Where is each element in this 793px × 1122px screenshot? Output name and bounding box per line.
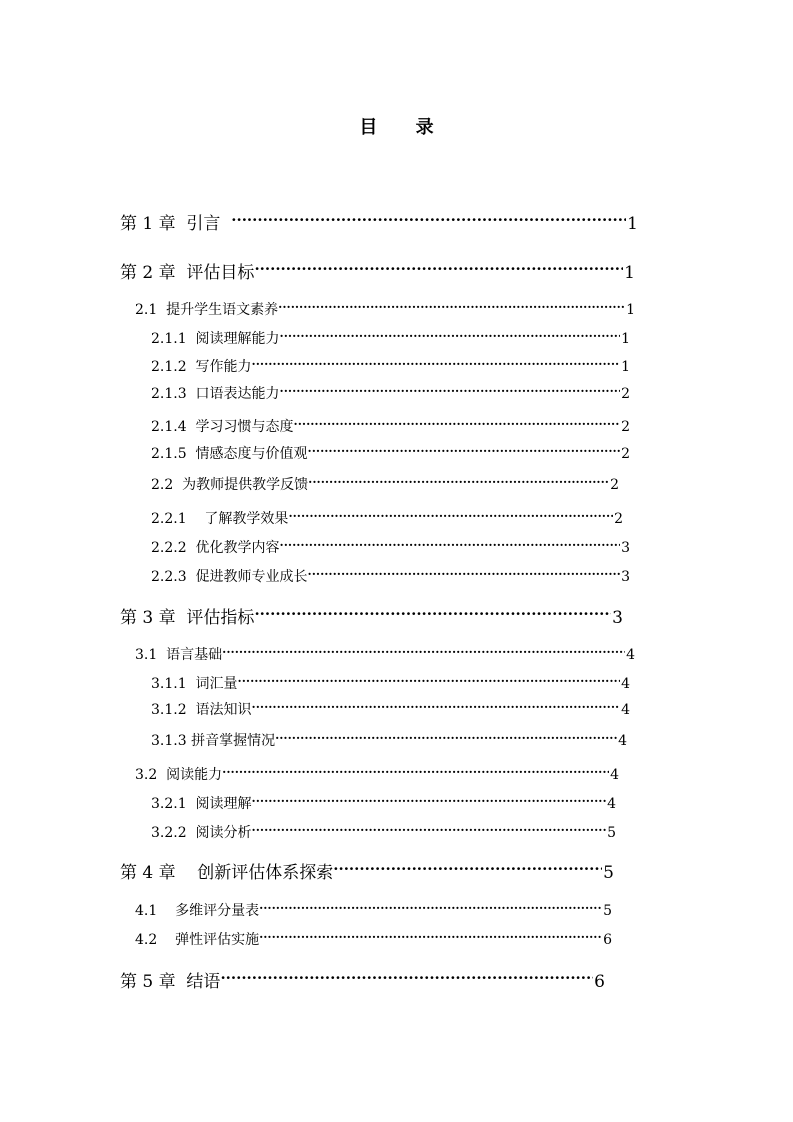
toc-page-number: 2 xyxy=(621,419,630,435)
toc-entry-chapter-5[interactable] xyxy=(120,967,605,992)
toc-page-number: 4 xyxy=(618,733,627,749)
toc-entry-label: 3.1.3 拼音掌握情况 xyxy=(151,733,276,749)
toc-page-number: 1 xyxy=(627,214,638,234)
toc-entry-chapter-2[interactable] xyxy=(120,258,635,283)
toc-page-number: 3 xyxy=(621,540,630,556)
toc-entry-2-1-5[interactable] xyxy=(151,443,630,463)
toc-entry-label: 3.1.2 语法知识 xyxy=(151,702,252,718)
toc-page-number: 4 xyxy=(626,647,635,663)
toc-page-number: 6 xyxy=(594,972,605,992)
toc-dot-leader xyxy=(280,329,621,343)
toc-dot-leader xyxy=(259,930,602,944)
toc-dot-leader xyxy=(259,901,602,915)
toc-entry-label: 3.1.1 词汇量 xyxy=(151,676,238,692)
toc-entry-label: 2.2 为教师提供教学反馈 xyxy=(151,477,309,493)
toc-dot-leader xyxy=(222,765,609,779)
toc-entry-label: 4.2 弹性评估实施 xyxy=(135,932,260,948)
toc-entry-label: 2.1.5 情感态度与价值观 xyxy=(151,446,308,462)
toc-dot-leader xyxy=(278,300,625,314)
toc-entry-4-1[interactable] xyxy=(135,900,612,920)
toc-entry-label: 第 4 章 创新评估体系探索 xyxy=(120,863,334,883)
toc-entry-label: 2.1.3 口语表达能力 xyxy=(151,386,280,402)
toc-entry-label: 2.1.4 学习习惯与态度 xyxy=(151,419,294,435)
toc-dot-leader xyxy=(252,794,607,808)
toc-page-number: 1 xyxy=(621,359,630,375)
toc-page-number: 3 xyxy=(612,608,623,628)
toc-entry-label: 2.2.3 促进教师专业成长 xyxy=(151,569,308,585)
toc-dot-leader xyxy=(308,475,609,489)
toc-entry-2-2-3[interactable] xyxy=(151,566,630,586)
toc-entry-2-2-1[interactable] xyxy=(151,508,623,528)
toc-page-number: 5 xyxy=(603,863,614,883)
toc-entry-label: 3.2 阅读能力 xyxy=(135,767,223,783)
toc-page-number: 1 xyxy=(626,302,635,318)
toc-page-number: 2 xyxy=(614,511,623,527)
toc-dot-leader xyxy=(231,212,626,229)
toc-entry-3-1-1[interactable] xyxy=(151,673,630,693)
toc-entry-chapter-4[interactable] xyxy=(120,858,614,883)
toc-entry-label: 2.1 提升学生语文素养 xyxy=(135,302,279,318)
toc-entry-3-2-1[interactable] xyxy=(151,793,616,813)
toc-entry-3-2[interactable] xyxy=(135,764,619,784)
toc-entry-label: 2.2.1 了解教学效果 xyxy=(151,511,289,527)
toc-page-number: 2 xyxy=(621,386,630,402)
toc-entry-2-1-2[interactable] xyxy=(151,356,630,376)
toc-entry-2-1-1[interactable] xyxy=(151,328,630,348)
toc-entry-label: 第 5 章 结语 xyxy=(120,972,221,992)
toc-entry-4-2[interactable] xyxy=(135,929,612,949)
toc-title: 目 录 xyxy=(359,117,450,138)
toc-dot-leader xyxy=(222,645,625,659)
toc-entry-3-1-3[interactable] xyxy=(151,730,627,750)
toc-entry-label: 第 1 章 引言 xyxy=(120,214,232,234)
toc-page-number: 1 xyxy=(624,263,635,283)
toc-entry-label: 4.1 多维评分量表 xyxy=(135,903,260,919)
toc-dot-leader xyxy=(220,970,593,987)
toc-entry-2-1-3[interactable] xyxy=(151,383,630,403)
toc-entry-3-2-2[interactable] xyxy=(151,822,616,842)
toc-dot-leader xyxy=(280,384,621,398)
toc-entry-label: 第 3 章 评估指标 xyxy=(120,608,255,628)
toc-dot-leader xyxy=(252,357,621,371)
toc-page-number: 2 xyxy=(610,477,619,493)
toc-page-number: 6 xyxy=(603,932,612,948)
toc-page-number: 5 xyxy=(603,903,612,919)
toc-entry-label: 3.1 语言基础 xyxy=(135,647,223,663)
toc-dot-leader xyxy=(252,700,621,714)
toc-page-number: 5 xyxy=(607,825,616,841)
toc-entry-2-1[interactable] xyxy=(135,299,635,319)
toc-entry-chapter-3[interactable] xyxy=(120,603,623,628)
toc-entry-label: 3.2.2 阅读分析 xyxy=(151,825,252,841)
toc-entry-label: 3.2.1 阅读理解 xyxy=(151,796,252,812)
toc-entry-2-2-2[interactable] xyxy=(151,537,630,557)
toc-entry-label: 2.1.2 写作能力 xyxy=(151,359,252,375)
toc-dot-leader xyxy=(254,261,623,278)
toc-dot-leader xyxy=(254,606,611,623)
toc-page-number: 3 xyxy=(621,569,630,585)
toc-entry-label: 第 2 章 评估目标 xyxy=(120,263,255,283)
toc-dot-leader xyxy=(308,444,621,458)
toc-entry-chapter-1[interactable] xyxy=(120,209,638,234)
toc-page-number: 4 xyxy=(621,702,630,718)
toc-page-number: 4 xyxy=(607,796,616,812)
toc-dot-leader xyxy=(288,509,613,523)
toc-page-number: 2 xyxy=(621,446,630,462)
toc-page-number: 1 xyxy=(621,331,630,347)
toc-dot-leader xyxy=(308,567,621,581)
toc-dot-leader xyxy=(252,823,607,837)
toc-entry-2-2[interactable] xyxy=(151,474,619,494)
toc-page-number: 4 xyxy=(621,676,630,692)
toc-page-number: 4 xyxy=(610,767,619,783)
toc-entry-3-1[interactable] xyxy=(135,644,635,664)
toc-entry-label: 2.1.1 阅读理解能力 xyxy=(151,331,280,347)
toc-entry-2-1-4[interactable] xyxy=(151,416,630,436)
toc-dot-leader xyxy=(294,417,621,431)
toc-dot-leader xyxy=(275,731,617,745)
toc-dot-leader xyxy=(333,861,602,878)
toc-entry-label: 2.2.2 优化教学内容 xyxy=(151,540,280,556)
toc-entry-3-1-2[interactable] xyxy=(151,699,630,719)
toc-dot-leader xyxy=(280,538,621,552)
toc-dot-leader xyxy=(238,674,621,688)
